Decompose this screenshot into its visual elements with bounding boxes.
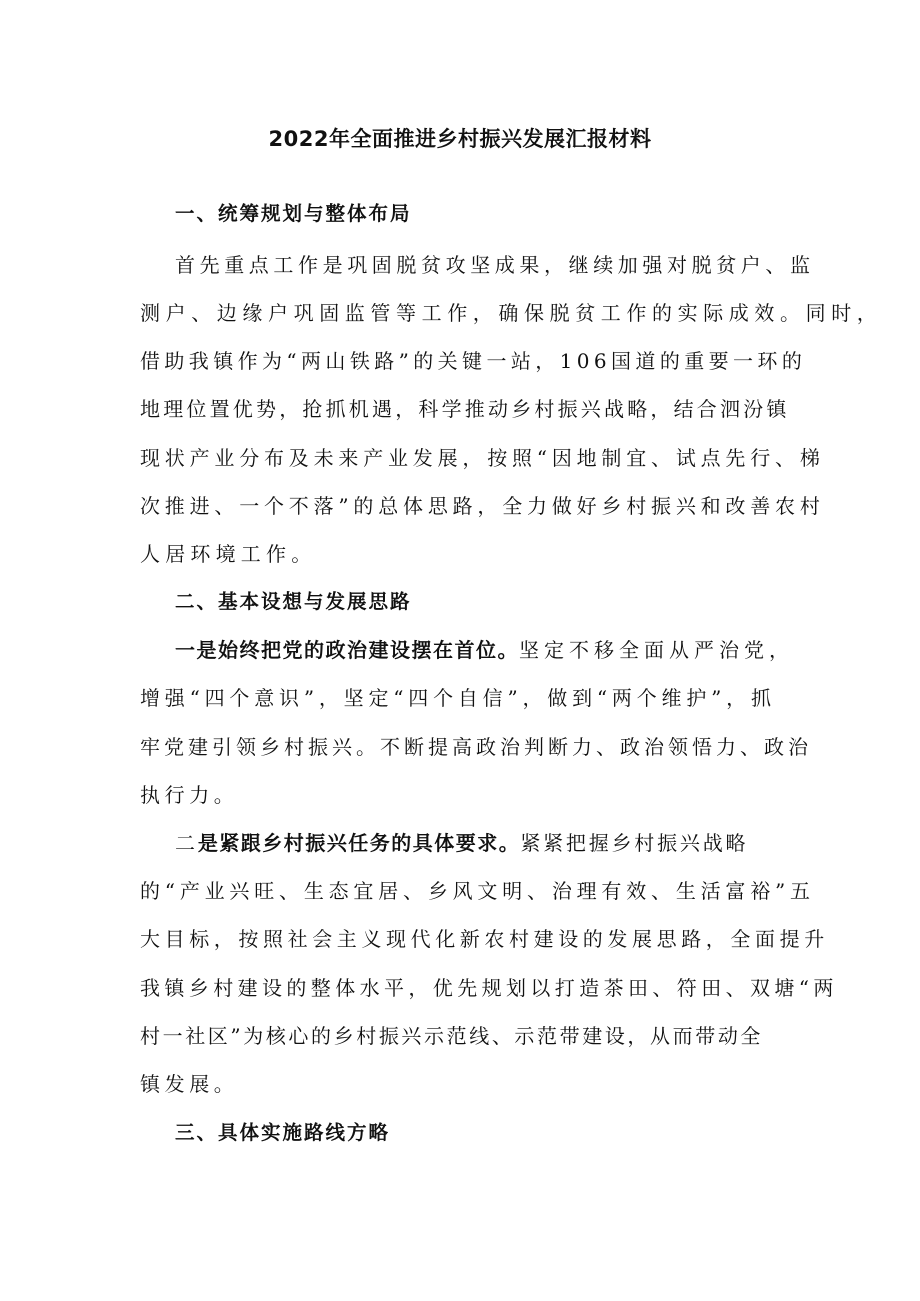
paragraph-line: 大目标，按照社会主义现代化新农村建设的发展思路，全面提升 bbox=[140, 927, 829, 951]
paragraph-line: 我镇乡村建设的整体水平，优先规划以打造茶田、符田、双塘“两 bbox=[140, 976, 838, 1000]
section-heading-2: 二、基本设想与发展思路 bbox=[175, 590, 412, 613]
paragraph-line: 次推进、一个不落”的总体思路，全力做好乡村振兴和改善农村 bbox=[140, 494, 825, 518]
lead-rest-text: 坚定不移全面从严治党， bbox=[519, 638, 794, 662]
paragraph-line: 增强“四个意识”，坚定“四个自信”，做到“两个维护”，抓 bbox=[140, 686, 776, 710]
paragraph-line: 首先重点工作是巩固脱贫攻坚成果，继续加强对脱贫户、监 bbox=[175, 253, 815, 277]
paragraph-line: 人居环境工作。 bbox=[140, 542, 317, 566]
paragraph-lead-line bbox=[175, 827, 748, 859]
paragraph-line: 现状产业分布及未来产业发展，按照“因地制宜、试点先行、梯 bbox=[140, 446, 825, 470]
section-heading-1: 一、统筹规划与整体布局 bbox=[175, 202, 412, 225]
paragraph-line: 牢党建引领乡村振兴。不断提高政治判断力、政治领悟力、政治 bbox=[140, 735, 812, 759]
document-title: 2022年全面推进乡村振兴发展汇报材料 bbox=[268, 127, 652, 151]
section-heading-3: 三、具体实施路线方略 bbox=[175, 1121, 391, 1144]
paragraph-line: 测户、边缘户巩固监管等工作，确保脱贫工作的实际成效。同时， bbox=[140, 301, 883, 325]
paragraph-line: 村一社区”为核心的乡村振兴示范线、示范带建设，从而带动全 bbox=[140, 1024, 764, 1048]
lead-plain-text: 二 bbox=[175, 831, 198, 855]
lead-bold-text: 一是始终把党的政治建设摆在首位。 bbox=[175, 638, 519, 662]
paragraph-line: 执行力。 bbox=[140, 783, 239, 807]
lead-rest-text: 紧紧把握乡村振兴战略 bbox=[520, 831, 749, 855]
paragraph-line: 镇发展。 bbox=[140, 1072, 239, 1096]
paragraph-lead-line bbox=[175, 634, 794, 666]
paragraph-line: 的“产业兴旺、生态宜居、乡风文明、治理有效、生活富裕”五 bbox=[140, 879, 815, 903]
lead-bold-text: 是紧跟乡村振兴任务的具体要求。 bbox=[197, 831, 521, 855]
paragraph-line: 借助我镇作为“两山铁路”的关键一站，106国道的重要一环的 bbox=[140, 349, 807, 373]
paragraph-line: 地理位置优势，抢抓机遇，科学推动乡村振兴战略，结合泗汾镇 bbox=[140, 397, 790, 421]
